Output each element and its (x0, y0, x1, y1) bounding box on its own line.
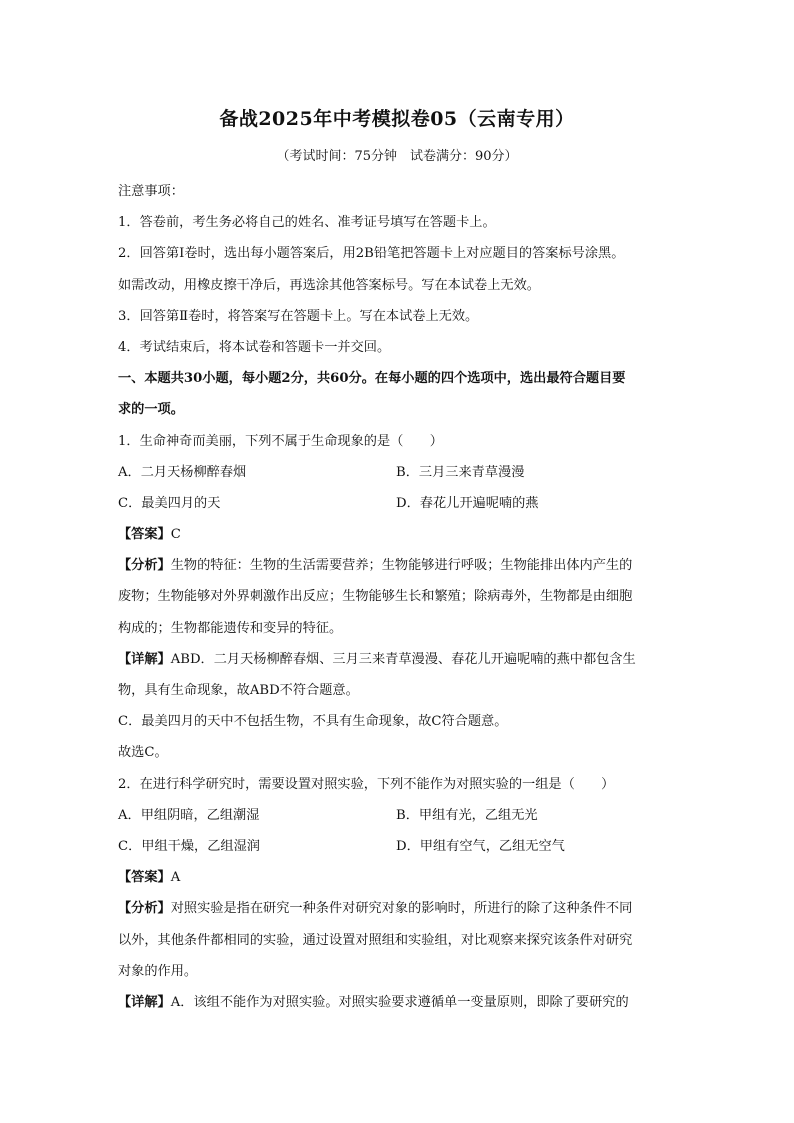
section-heading-cont: 求的一项。 (118, 402, 184, 418)
question-1-answer (118, 519, 678, 550)
question-1-stem: 1．生命神奇而美丽，下列不属于生命现象的是（ ） (118, 433, 443, 449)
question-2-detail (118, 987, 678, 1018)
question-1-analysis (118, 550, 678, 581)
detail-text: A．该组不能作为对照实验。对照实验要求遵循单一变量原则，即除了要研究的 (170, 994, 629, 1010)
question-2-stem: 2．在进行科学研究时，需要设置对照实验，下列不能作为对照实验的一组是（ ） (118, 776, 615, 792)
detail-text: C．最美四月的天中不包括生物，不具有生命现象，故C符合题意。 (118, 714, 508, 730)
notice-heading: 注意事项： (118, 184, 184, 199)
answer-value: C (170, 527, 181, 543)
question-1-detail (118, 644, 678, 675)
question-2-options-row (118, 831, 678, 862)
analysis-tag: 【分析】 (118, 901, 171, 917)
notice-item: 3．回答第Ⅱ卷时，将答案写在答题卡上。写在本试卷上无效。 (118, 308, 479, 324)
page-title: 备战2025年中考模拟卷05（云南专用） (219, 108, 575, 130)
analysis-text: 对象的作用。 (118, 963, 198, 979)
question-2-analysis (118, 893, 678, 924)
detail-tag: 【详解】 (118, 651, 171, 667)
notice-item: 4．考试结束后，将本试卷和答题卡一并交回。 (118, 339, 391, 355)
question-1-options-row (118, 488, 678, 519)
option-a: A．二月天杨柳醉春烟 (118, 464, 247, 480)
analysis-tag: 【分析】 (118, 558, 171, 574)
option-c: C．最美四月的天 (118, 495, 221, 511)
answer-tag: 【答案】 (118, 527, 171, 543)
analysis-text: 废物；生物能够对外界刺激作出反应；生物能够生长和繁殖；除病毒外，生物都是由细胞 (118, 589, 633, 605)
detail-text: ABD．二月天杨柳醉春烟、三月三来青草漫漫、春花儿开遍呢喃的燕中都包含生 (170, 651, 636, 667)
question-2-answer (118, 862, 678, 893)
option-b: B．甲组有光，乙组无光 (396, 807, 538, 823)
notice-item: 1．答卷前，考生务必将自己的姓名、准考证号填写在答题卡上。 (118, 215, 496, 231)
option-a: A．甲组阴暗，乙组潮湿 (118, 807, 260, 823)
notice-item: 2．回答第Ⅰ卷时，选出每小题答案后，用2B铅笔把答题卡上对应题目的答案标号涂黑。 (118, 246, 625, 262)
question-2-options-row (118, 800, 678, 831)
option-b: B．三月三来青草漫漫 (396, 464, 525, 480)
exam-info: （考试时间：75分钟 试卷满分：90分） (276, 149, 518, 164)
analysis-text: 生物的特征：生物的生活需要营养；生物能够进行呼吸；生物能排出体内产生的 (170, 558, 633, 574)
answer-tag: 【答案】 (118, 870, 171, 886)
answer-value: A (170, 870, 181, 886)
analysis-text: 对照实验是指在研究一种条件对研究对象的影响时，所进行的除了这种条件不同 (170, 901, 633, 917)
notice-item: 如需改动，用橡皮擦干净后，再选涂其他答案标号。写在本试卷上无效。 (118, 277, 540, 293)
document-body (118, 176, 678, 1018)
detail-text: 故选C。 (118, 745, 168, 761)
option-d: D．甲组有空气，乙组无空气 (396, 838, 565, 854)
analysis-text: 构成的；生物都能遗传和变异的特征。 (118, 620, 343, 636)
detail-text: 物，具有生命现象，故ABD不符合题意。 (118, 683, 359, 698)
question-1-options-row (118, 457, 678, 488)
option-c: C．甲组干燥，乙组湿润 (118, 838, 260, 854)
detail-tag: 【详解】 (118, 994, 171, 1010)
option-d: D．春花儿开遍呢喃的燕 (396, 495, 539, 511)
section-heading: 一、本题共30小题，每小题2分，共60分。在每小题的四个选项中，选出最符合题目要 (118, 371, 626, 387)
analysis-text: 以外，其他条件都相同的实验，通过设置对照组和实验组，对比观察来探究该条件对研究 (118, 932, 633, 948)
